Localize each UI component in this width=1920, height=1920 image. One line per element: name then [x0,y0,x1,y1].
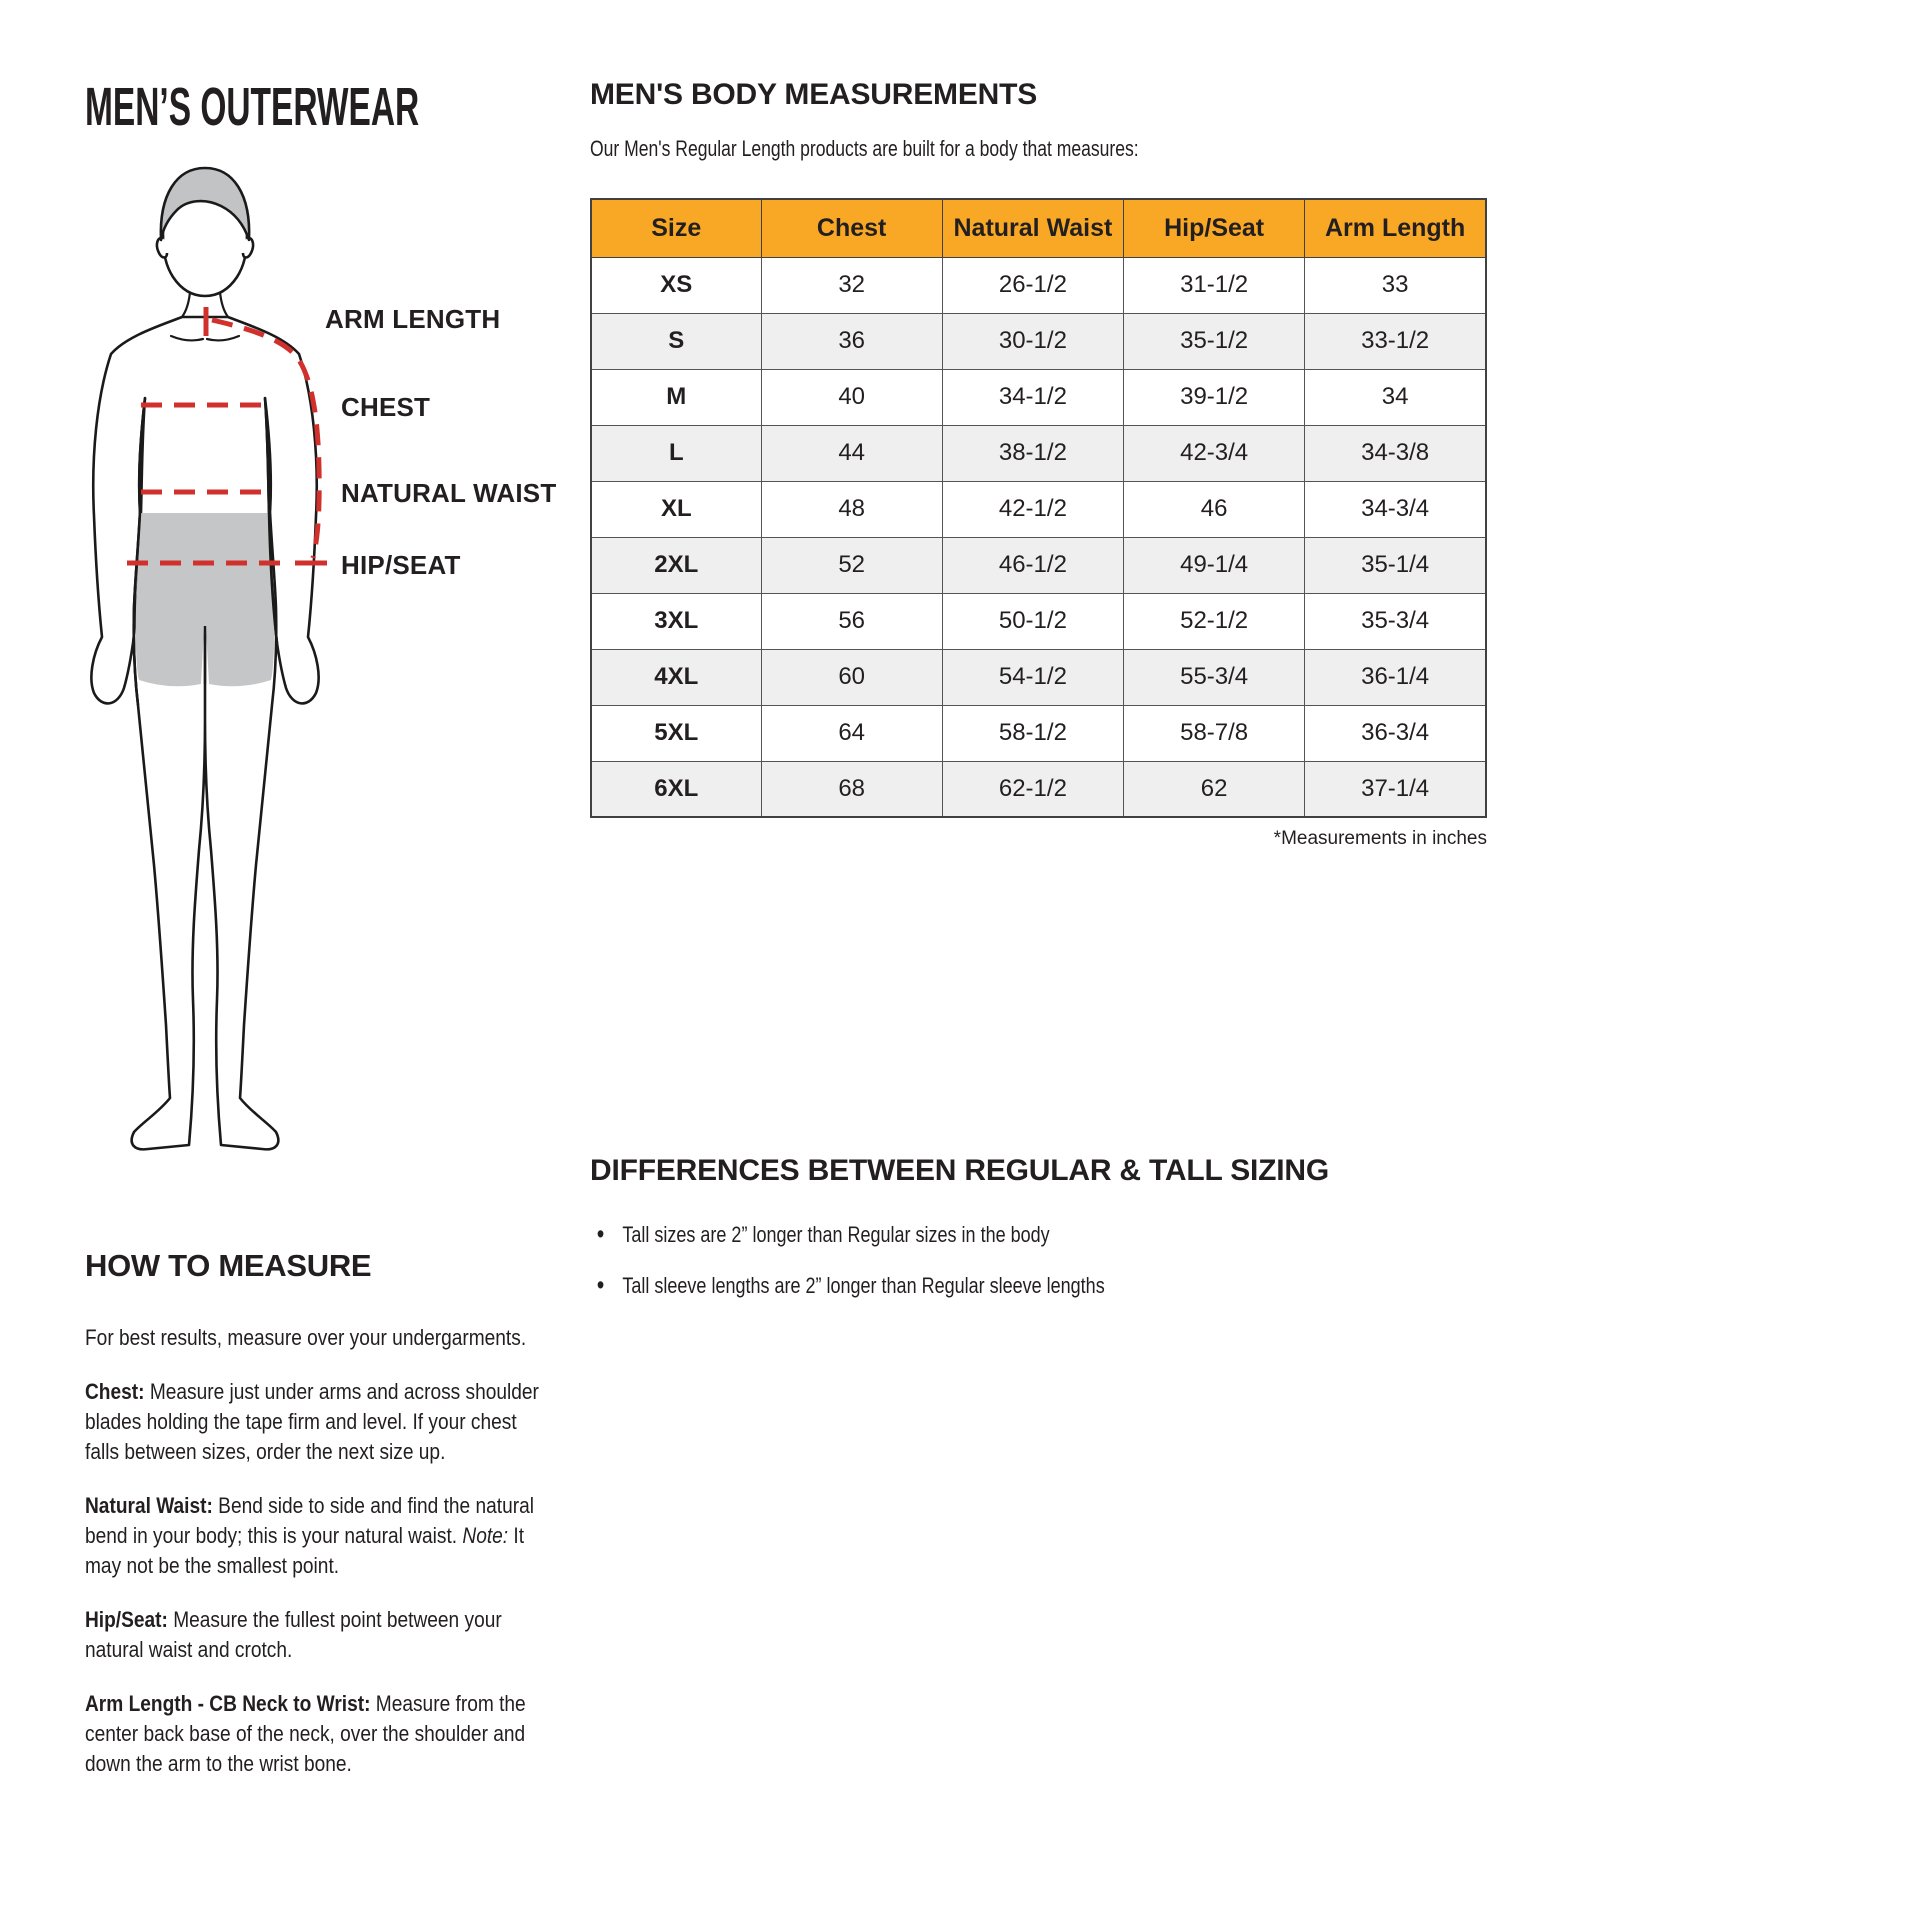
value-cell: 36 [761,313,942,369]
value-cell: 55-3/4 [1124,649,1305,705]
value-cell: 52-1/2 [1124,593,1305,649]
table-header-row [591,199,1486,257]
tall-sizing-list [592,1222,1184,1324]
chest-label: CHEST [341,392,431,422]
value-cell: 36-1/4 [1305,649,1486,705]
tall-sizing-heading: DIFFERENCES BETWEEN REGULAR & TALL SIZING [590,1154,1330,1187]
value-cell: 56 [761,593,942,649]
instruction-segment: Bend side to side and find the natural bend in your body; this is your natural waist. [85,1493,534,1548]
table-row [591,593,1486,649]
body-measurement-figure [85,160,335,1170]
value-cell: 26-1/2 [942,257,1123,313]
body-measurements-intro: Our Men's Regular Length products are built for a body that measures: [590,136,1139,161]
instruction-segment: Measure from the center back base of the neck, over the shoulder and down the arm to the wrist bone. [85,1691,526,1776]
value-cell: 34-3/8 [1305,425,1486,481]
measure-instruction [85,1689,548,1779]
table-row [591,313,1486,369]
hip-seat-label: HIP/SEAT [341,550,461,580]
value-cell: 44 [761,425,942,481]
col-header-size: Size [591,199,761,257]
size-table-body [591,257,1486,817]
value-cell: 42-1/2 [942,481,1123,537]
value-cell: 32 [761,257,942,313]
instruction-segment: It may not be the smallest point. [85,1523,525,1578]
value-cell: 34-1/2 [942,369,1123,425]
value-cell: 37-1/4 [1305,761,1486,817]
value-cell: 68 [761,761,942,817]
size-cell: XS [591,257,761,313]
measure-instruction [85,1605,548,1665]
size-cell: 4XL [591,649,761,705]
col-header-arm-length: Arm Length [1305,199,1486,257]
measure-instruction [85,1491,548,1581]
body-measurements-heading: MEN'S BODY MEASUREMENTS [590,78,1038,111]
measure-intro: For best results, measure over your undergarments. [85,1325,527,1350]
instruction-segment: Hip/Seat: [85,1607,168,1632]
arm-length-label: ARM LENGTH [325,304,501,334]
instruction-segment: Note: [462,1523,509,1548]
size-cell: L [591,425,761,481]
value-cell: 33-1/2 [1305,313,1486,369]
value-cell: 42-3/4 [1124,425,1305,481]
value-cell: 46-1/2 [942,537,1123,593]
measure-instructions [85,1323,548,1803]
value-cell: 58-7/8 [1124,705,1305,761]
value-cell: 34 [1305,369,1486,425]
value-cell: 38-1/2 [942,425,1123,481]
tall-sizing-bullet: • Tall sleeve lengths are 2” longer than Regular sleeve lengths [592,1273,1184,1299]
size-cell: 5XL [591,705,761,761]
table-row [591,481,1486,537]
value-cell: 31-1/2 [1124,257,1305,313]
table-row [591,649,1486,705]
table-row [591,257,1486,313]
size-cell: 2XL [591,537,761,593]
value-cell: 64 [761,705,942,761]
value-cell: 39-1/2 [1124,369,1305,425]
instruction-segment: Measure the fullest point between your natural waist and crotch. [85,1607,502,1662]
value-cell: 46 [1124,481,1305,537]
natural-waist-label: NATURAL WAIST [341,478,557,508]
col-header-hip-seat: Hip/Seat [1124,199,1305,257]
value-cell: 60 [761,649,942,705]
value-cell: 35-1/4 [1305,537,1486,593]
value-cell: 34-3/4 [1305,481,1486,537]
value-cell: 40 [761,369,942,425]
value-cell: 35-3/4 [1305,593,1486,649]
value-cell: 30-1/2 [942,313,1123,369]
value-cell: 52 [761,537,942,593]
how-to-measure-heading: HOW TO MEASURE [85,1248,372,1283]
value-cell: 62 [1124,761,1305,817]
size-cell: S [591,313,761,369]
value-cell: 62-1/2 [942,761,1123,817]
size-cell: XL [591,481,761,537]
figure-body-outline [91,317,318,1149]
page-title [85,76,624,138]
value-cell: 33 [1305,257,1486,313]
page-title-text: MEN’S OUTERWEAR [85,77,420,137]
instruction-segment: Natural Waist: [85,1493,213,1518]
value-cell: 36-3/4 [1305,705,1486,761]
table-row [591,369,1486,425]
instruction-segment: Arm Length - CB Neck to Wrist: [85,1691,371,1716]
table-row [591,425,1486,481]
size-cell: M [591,369,761,425]
value-cell: 49-1/4 [1124,537,1305,593]
table-footnote: *Measurements in inches [1273,828,1487,849]
table-row [591,705,1486,761]
instruction-segment: Measure just under arms and across shoulder blades holding the tape firm and level. If your chest falls between sizes, order the next size up. [85,1379,539,1464]
value-cell: 48 [761,481,942,537]
size-cell: 6XL [591,761,761,817]
col-header-chest: Chest [761,199,942,257]
measure-instruction [85,1377,548,1467]
table-row [591,537,1486,593]
instruction-segment: Chest: [85,1379,145,1404]
value-cell: 35-1/2 [1124,313,1305,369]
value-cell: 54-1/2 [942,649,1123,705]
size-table [590,198,1487,818]
size-cell: 3XL [591,593,761,649]
tall-sizing-bullet: • Tall sizes are 2” longer than Regular sizes in the body [592,1222,1184,1248]
col-header-natural-waist: Natural Waist [942,199,1123,257]
table-row [591,761,1486,817]
value-cell: 50-1/2 [942,593,1123,649]
value-cell: 58-1/2 [942,705,1123,761]
